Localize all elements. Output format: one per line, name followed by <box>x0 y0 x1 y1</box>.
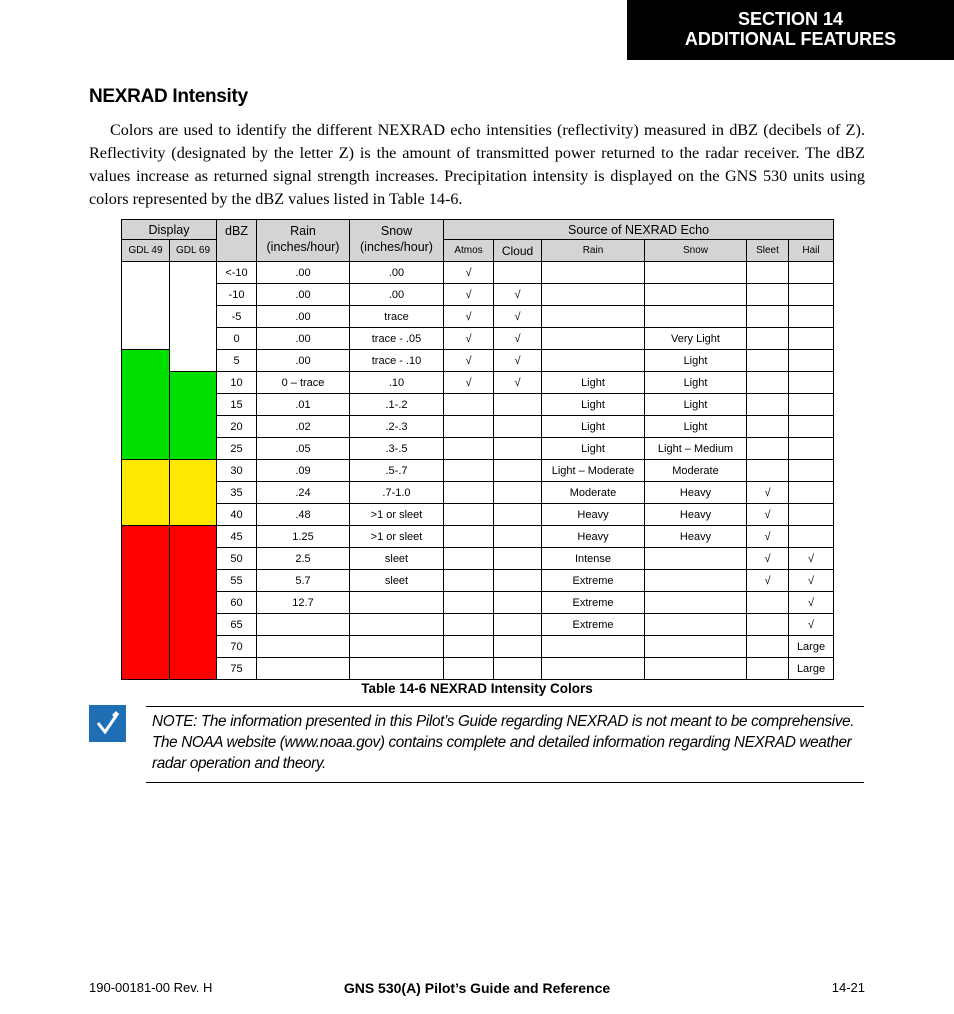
cell-rain: .05 <box>257 438 350 460</box>
cell-snow: >1 or sleet <box>350 504 444 526</box>
cell-rain <box>257 614 350 636</box>
intro-paragraph: Colors are used to identify the different NEXRAD echo intensities (reflectivity) measured in dBZ (decibels of Z). Reflectivity (designated by the letter Z) is the amount of transmitted power returned to the radar receiver. The dBZ values increase as returned signal strength increases. Precipitation intensity is displayed on the GNS 530 units using colors represented by the dBZ values listed in Table 14-6. <box>89 121 865 208</box>
cell-dbz: -10 <box>217 284 257 306</box>
cell-hail <box>789 328 834 350</box>
cell-rain: 12.7 <box>257 592 350 614</box>
cell-dbz: 5 <box>217 350 257 372</box>
cell-cloud <box>494 526 542 548</box>
cell-atmos: √ <box>444 306 494 328</box>
cell-snow: .10 <box>350 372 444 394</box>
table-row <box>122 636 834 658</box>
cell-dbz: 10 <box>217 372 257 394</box>
cell-hail <box>789 460 834 482</box>
cell-hail <box>789 482 834 504</box>
source-rain-header: Rain <box>542 240 645 262</box>
gdl69-white-band <box>170 262 217 372</box>
table-row <box>122 504 834 526</box>
cell-atmos <box>444 438 494 460</box>
cell-cloud: √ <box>494 372 542 394</box>
cell-hail: √ <box>789 570 834 592</box>
cell-src-snow: Heavy <box>645 526 747 548</box>
document-number: 190-00181-00 Rev. H <box>89 980 213 995</box>
table-caption: Table 14-6 NEXRAD Intensity Colors <box>361 681 593 696</box>
table-row <box>122 306 834 328</box>
cell-snow: .00 <box>350 284 444 306</box>
cell-atmos <box>444 416 494 438</box>
cell-snow <box>350 658 444 680</box>
cell-cloud <box>494 636 542 658</box>
cell-dbz: 20 <box>217 416 257 438</box>
cell-snow: sleet <box>350 570 444 592</box>
cell-snow: .3-.5 <box>350 438 444 460</box>
cell-atmos <box>444 592 494 614</box>
gdl69-yellow-band <box>170 460 217 526</box>
cell-src-snow: Moderate <box>645 460 747 482</box>
cell-rain: .01 <box>257 394 350 416</box>
cell-snow: trace - .10 <box>350 350 444 372</box>
cell-src-rain <box>542 350 645 372</box>
cell-src-snow <box>645 570 747 592</box>
cell-src-snow: Light – Medium <box>645 438 747 460</box>
cell-cloud <box>494 394 542 416</box>
cell-hail: Large <box>789 636 834 658</box>
cell-snow: >1 or sleet <box>350 526 444 548</box>
atmos-header: Atmos <box>444 240 494 262</box>
cell-dbz: 30 <box>217 460 257 482</box>
snow-rate-header: Snow (inches/hour) <box>350 220 444 262</box>
gdl49-green-band <box>122 350 170 460</box>
cell-atmos <box>444 614 494 636</box>
cell-sleet: √ <box>747 526 789 548</box>
cell-dbz: 15 <box>217 394 257 416</box>
cell-src-rain: Light – Moderate <box>542 460 645 482</box>
note-text: NOTE: The information presented in this Pilot’s Guide regarding NEXRAD is not meant to be comprehensive. The NOAA website (www.noaa.gov) contains complete and detailed information regarding NEXRAD weather radar operation and theory. <box>152 713 855 772</box>
cell-hail <box>789 504 834 526</box>
note-top-rule <box>146 706 864 707</box>
cell-rain: 0 – trace <box>257 372 350 394</box>
cell-src-rain: Light <box>542 416 645 438</box>
table-row <box>122 350 834 372</box>
cell-rain: .48 <box>257 504 350 526</box>
cell-sleet <box>747 306 789 328</box>
cell-atmos <box>444 570 494 592</box>
gdl69-green-band <box>170 372 217 460</box>
cell-snow: .7-1.0 <box>350 482 444 504</box>
table-row <box>122 592 834 614</box>
table-row <box>122 262 834 284</box>
cell-cloud: √ <box>494 284 542 306</box>
cell-sleet: √ <box>747 570 789 592</box>
display-header: Display <box>122 220 217 240</box>
cell-src-rain: Heavy <box>542 504 645 526</box>
table-body <box>122 262 834 680</box>
cell-src-rain: Extreme <box>542 592 645 614</box>
cell-src-rain: Moderate <box>542 482 645 504</box>
cell-cloud <box>494 658 542 680</box>
cell-snow: .2-.3 <box>350 416 444 438</box>
document-title: GNS 530(A) Pilot’s Guide and Reference <box>343 980 611 996</box>
cell-src-snow <box>645 548 747 570</box>
cell-sleet <box>747 614 789 636</box>
cell-src-snow: Very Light <box>645 328 747 350</box>
cell-atmos <box>444 482 494 504</box>
cell-dbz: 70 <box>217 636 257 658</box>
gdl49-white-band <box>122 262 170 350</box>
cell-src-rain <box>542 284 645 306</box>
cell-snow: trace <box>350 306 444 328</box>
cell-rain <box>257 658 350 680</box>
cell-src-snow: Heavy <box>645 504 747 526</box>
cell-cloud <box>494 416 542 438</box>
table-row <box>122 570 834 592</box>
table-row <box>122 416 834 438</box>
cell-rain: .00 <box>257 350 350 372</box>
cell-dbz: 65 <box>217 614 257 636</box>
cell-src-snow <box>645 614 747 636</box>
table-row <box>122 658 834 680</box>
cell-dbz: <-10 <box>217 262 257 284</box>
rain-rate-header: Rain (inches/hour) <box>257 220 350 262</box>
cell-dbz: 75 <box>217 658 257 680</box>
cell-atmos: √ <box>444 328 494 350</box>
cell-cloud <box>494 592 542 614</box>
cell-sleet <box>747 328 789 350</box>
cell-rain: .00 <box>257 284 350 306</box>
cell-src-snow <box>645 306 747 328</box>
cell-snow <box>350 636 444 658</box>
cell-dbz: 35 <box>217 482 257 504</box>
cell-atmos <box>444 548 494 570</box>
cell-cloud: √ <box>494 350 542 372</box>
cell-hail <box>789 372 834 394</box>
cell-src-snow: Light <box>645 350 747 372</box>
cell-sleet <box>747 636 789 658</box>
cell-dbz: 40 <box>217 504 257 526</box>
cell-rain: .00 <box>257 306 350 328</box>
cell-src-rain <box>542 306 645 328</box>
table-row <box>122 372 834 394</box>
section-title: ADDITIONAL FEATURES <box>684 29 897 49</box>
cell-rain: .24 <box>257 482 350 504</box>
source-snow-header: Snow <box>645 240 747 262</box>
cell-src-rain: Extreme <box>542 614 645 636</box>
cell-snow: .1-.2 <box>350 394 444 416</box>
cell-dbz: 60 <box>217 592 257 614</box>
checkmark-note-icon <box>89 705 126 742</box>
cell-sleet <box>747 372 789 394</box>
cell-cloud <box>494 438 542 460</box>
cell-sleet <box>747 262 789 284</box>
cell-src-rain <box>542 658 645 680</box>
cell-src-rain: Heavy <box>542 526 645 548</box>
cell-atmos <box>444 526 494 548</box>
cell-cloud: √ <box>494 328 542 350</box>
cell-hail <box>789 416 834 438</box>
cell-dbz: 25 <box>217 438 257 460</box>
cell-snow: trace - .05 <box>350 328 444 350</box>
gdl49-red-band <box>122 526 170 680</box>
cell-cloud <box>494 614 542 636</box>
section-number: SECTION 14 <box>737 9 844 29</box>
cell-hail <box>789 438 834 460</box>
cell-atmos: √ <box>444 350 494 372</box>
cell-src-snow <box>645 592 747 614</box>
page-heading: NEXRAD Intensity <box>89 86 248 107</box>
cell-src-rain: Light <box>542 438 645 460</box>
table-row <box>122 614 834 636</box>
cell-cloud <box>494 460 542 482</box>
cell-sleet <box>747 658 789 680</box>
table-row <box>122 394 834 416</box>
cell-rain: 1.25 <box>257 526 350 548</box>
cell-atmos <box>444 394 494 416</box>
cell-sleet: √ <box>747 482 789 504</box>
cell-atmos: √ <box>444 284 494 306</box>
cell-dbz: 50 <box>217 548 257 570</box>
cell-rain: 2.5 <box>257 548 350 570</box>
cell-src-snow: Light <box>645 416 747 438</box>
dbz-header: dBZ <box>217 220 257 262</box>
cell-rain: .02 <box>257 416 350 438</box>
cell-src-rain: Extreme <box>542 570 645 592</box>
cell-atmos <box>444 658 494 680</box>
table-row <box>122 328 834 350</box>
cell-sleet <box>747 284 789 306</box>
cell-sleet <box>747 416 789 438</box>
hail-header: Hail <box>789 240 834 262</box>
cell-hail: √ <box>789 614 834 636</box>
cell-src-rain <box>542 262 645 284</box>
cell-src-rain <box>542 636 645 658</box>
cell-src-rain: Light <box>542 394 645 416</box>
sleet-header: Sleet <box>747 240 789 262</box>
page-number: 14-21 <box>831 980 865 995</box>
nexrad-intensity-table <box>121 219 834 680</box>
note-bottom-rule <box>146 782 864 783</box>
cell-rain: 5.7 <box>257 570 350 592</box>
cell-src-snow: Light <box>645 372 747 394</box>
cell-sleet: √ <box>747 504 789 526</box>
cell-hail: √ <box>789 548 834 570</box>
cell-src-rain: Light <box>542 372 645 394</box>
checkmark-icon <box>89 705 126 742</box>
cell-snow <box>350 614 444 636</box>
cell-dbz: 55 <box>217 570 257 592</box>
cell-dbz: 45 <box>217 526 257 548</box>
cell-hail <box>789 526 834 548</box>
cell-sleet <box>747 438 789 460</box>
table-row <box>122 438 834 460</box>
cell-src-snow <box>645 262 747 284</box>
table-row <box>122 284 834 306</box>
cell-hail: √ <box>789 592 834 614</box>
cell-atmos <box>444 460 494 482</box>
cell-snow: .5-.7 <box>350 460 444 482</box>
table-row <box>122 526 834 548</box>
cell-sleet: √ <box>747 548 789 570</box>
cell-sleet <box>747 394 789 416</box>
cell-atmos: √ <box>444 372 494 394</box>
cell-sleet <box>747 592 789 614</box>
cell-rain: .00 <box>257 262 350 284</box>
cell-rain: .09 <box>257 460 350 482</box>
cell-rain <box>257 636 350 658</box>
source-header: Source of NEXRAD Echo <box>444 220 834 240</box>
cell-atmos <box>444 636 494 658</box>
cell-cloud <box>494 570 542 592</box>
cell-src-snow <box>645 636 747 658</box>
cell-hail <box>789 284 834 306</box>
cell-dbz: -5 <box>217 306 257 328</box>
cell-cloud <box>494 482 542 504</box>
table-row <box>122 482 834 504</box>
cell-sleet <box>747 460 789 482</box>
gdl69-header: GDL 69 <box>170 240 217 262</box>
cell-dbz: 0 <box>217 328 257 350</box>
gdl49-yellow-band <box>122 460 170 526</box>
gdl49-header: GDL 49 <box>122 240 170 262</box>
cell-src-rain <box>542 328 645 350</box>
cell-cloud <box>494 548 542 570</box>
cell-snow <box>350 592 444 614</box>
cell-src-snow: Light <box>645 394 747 416</box>
cell-src-rain: Intense <box>542 548 645 570</box>
cloud-header: Cloud <box>494 240 542 262</box>
cell-hail <box>789 306 834 328</box>
gdl69-red-band <box>170 526 217 680</box>
cell-cloud: √ <box>494 306 542 328</box>
cell-atmos <box>444 504 494 526</box>
cell-sleet <box>747 350 789 372</box>
cell-src-snow <box>645 284 747 306</box>
cell-src-snow: Heavy <box>645 482 747 504</box>
section-header-tab <box>627 0 954 60</box>
cell-hail <box>789 262 834 284</box>
cell-cloud <box>494 262 542 284</box>
table-row <box>122 548 834 570</box>
cell-rain: .00 <box>257 328 350 350</box>
cell-cloud <box>494 504 542 526</box>
cell-hail: Large <box>789 658 834 680</box>
cell-hail <box>789 350 834 372</box>
cell-hail <box>789 394 834 416</box>
cell-atmos: √ <box>444 262 494 284</box>
table-row <box>122 460 834 482</box>
cell-snow: .00 <box>350 262 444 284</box>
cell-snow: sleet <box>350 548 444 570</box>
cell-src-snow <box>645 658 747 680</box>
